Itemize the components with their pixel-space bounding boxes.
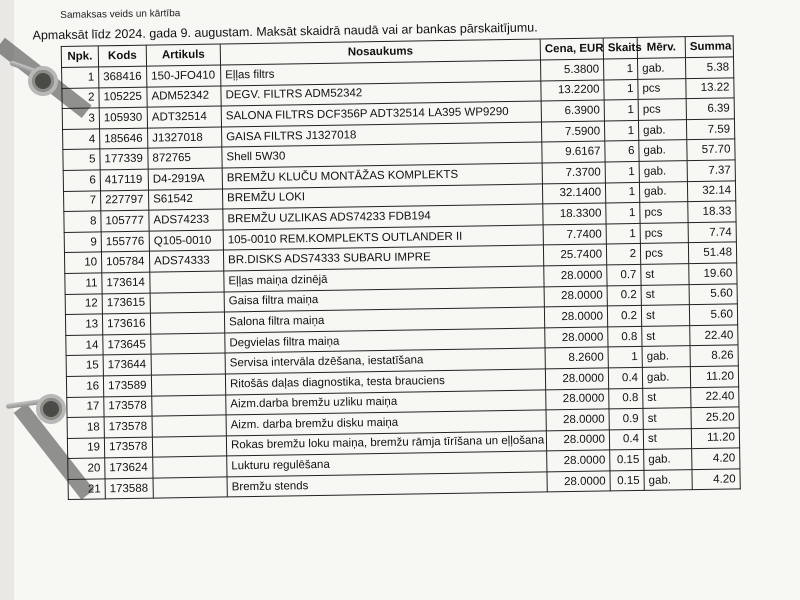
cell-nosaukums: Aizm.darba bremžu uzliku maiņa	[226, 389, 546, 415]
cell-cena: 6.3900	[541, 100, 604, 122]
cell-kods: 173589	[103, 375, 151, 396]
cell-nosaukums: Rokas bremžu loku maiņa, bremžu rāmja tīrīšana un eļļošana	[226, 431, 546, 457]
cell-summa: 22.40	[691, 386, 739, 407]
cell-merv: gab.	[642, 367, 690, 388]
cell-summa: 22.40	[690, 325, 738, 346]
cell-nosaukums: Bremžu stends	[227, 472, 547, 498]
cell-skaits: 1	[606, 223, 640, 244]
cell-npk: 7	[64, 190, 101, 211]
cell-merv: st	[641, 264, 689, 285]
cell-nosaukums: Eļļas maiņa dzinējā	[224, 266, 544, 292]
cell-npk: 21	[68, 479, 105, 500]
cell-npk: 15	[66, 355, 103, 376]
col-skaits: Skaits	[603, 37, 637, 59]
cell-artikuls	[151, 333, 225, 355]
cell-npk: 3	[62, 108, 99, 129]
payment-note: Apmaksāt līdz 2024. gada 9. augustam. Maksāt skaidrā naudā vai ar bankas pārskaitījumu.	[32, 20, 538, 43]
cell-cena: 7.5900	[541, 121, 604, 143]
cell-skaits: 2	[606, 244, 640, 265]
cell-skaits: 0.2	[607, 285, 641, 306]
cell-kods: 173614	[102, 272, 150, 293]
cell-nosaukums: BREMŽU KLUČU MONTĀŽAS KOMPLEKTS	[222, 163, 542, 189]
cell-skaits: 1	[604, 79, 638, 100]
cell-summa: 4.20	[692, 448, 740, 469]
cell-cena: 32.1400	[542, 183, 605, 205]
cell-artikuls: J1327018	[148, 127, 222, 149]
cell-merv: pcs	[640, 222, 688, 243]
cell-skaits: 1	[604, 120, 638, 141]
cell-summa: 4.20	[692, 469, 740, 490]
cell-artikuls: ADS74233	[149, 209, 223, 231]
cell-skaits: 0.15	[610, 470, 644, 491]
cell-summa: 19.60	[689, 263, 737, 284]
cell-artikuls: ADM52342	[147, 86, 221, 108]
cell-merv: gab.	[639, 181, 687, 202]
cell-merv: pcs	[638, 99, 686, 120]
cell-nosaukums: Aizm. darba bremžu disku maiņa	[226, 410, 546, 436]
cell-skaits: 0.8	[608, 326, 642, 347]
cell-summa: 51.48	[688, 242, 736, 263]
cell-npk: 10	[64, 252, 101, 273]
col-npk: Npk.	[61, 46, 98, 68]
col-cena: Cena, EUR	[540, 38, 603, 60]
cell-skaits: 1	[604, 100, 638, 121]
cell-merv: gab.	[644, 470, 692, 491]
cell-merv: gab.	[637, 58, 685, 79]
cell-kods: 185646	[100, 128, 148, 149]
cell-merv: pcs	[638, 78, 686, 99]
cell-artikuls	[151, 374, 225, 396]
cell-skaits: 0.4	[608, 367, 642, 388]
cell-npk: 5	[63, 149, 100, 170]
cell-skaits: 0.15	[610, 450, 644, 471]
cell-artikuls	[152, 436, 226, 458]
cell-cena: 5.3800	[541, 59, 604, 81]
cell-summa: 5.60	[689, 304, 737, 325]
cell-summa: 11.20	[691, 428, 739, 449]
col-nosaukums: Nosaukums	[220, 39, 540, 65]
cell-cena: 18.3300	[543, 203, 606, 225]
cell-artikuls	[150, 312, 224, 334]
cell-kods: 173578	[104, 437, 152, 458]
cell-npk: 13	[65, 314, 102, 335]
cell-nosaukums: Eļļas filtrs	[221, 60, 541, 86]
cell-cena: 28.0000	[545, 327, 608, 349]
col-artikuls: Artikuls	[146, 44, 220, 66]
cell-summa: 7.59	[686, 119, 734, 140]
cell-cena: 28.0000	[544, 265, 607, 287]
cell-skaits: 1	[606, 203, 640, 224]
cell-merv: gab.	[644, 449, 692, 470]
cell-kods: 173644	[103, 354, 151, 375]
cell-skaits: 0.9	[609, 408, 643, 429]
cell-npk: 14	[66, 335, 103, 356]
cell-nosaukums: DEGV. FILTRS ADM52342	[221, 81, 541, 107]
cell-kods: 227797	[100, 190, 148, 211]
cell-nosaukums: SALONA FILTRS DCF356P ADT32514 LA395 WP9290	[221, 101, 541, 127]
cell-kods: 173588	[105, 478, 153, 499]
cell-summa: 7.37	[687, 160, 735, 181]
cell-kods: 368416	[99, 66, 147, 87]
cell-artikuls	[151, 353, 225, 375]
cell-skaits: 0.8	[609, 388, 643, 409]
cell-artikuls	[153, 477, 227, 499]
cell-npk: 12	[65, 293, 102, 314]
cell-npk: 20	[68, 458, 105, 479]
cell-artikuls: 150-JFO410	[147, 65, 221, 87]
cell-npk: 16	[66, 376, 103, 397]
cell-merv: pcs	[640, 202, 688, 223]
cell-summa: 13.22	[686, 78, 734, 99]
cell-merv: st	[641, 284, 689, 305]
cell-merv: gab.	[639, 140, 687, 161]
cell-merv: gab.	[642, 346, 690, 367]
cell-kods: 105784	[101, 251, 149, 272]
cell-nosaukums: Servisa intervāla dzēšana, iestatīšana	[225, 348, 545, 374]
cell-summa: 8.26	[690, 345, 738, 366]
cell-merv: st	[643, 408, 691, 429]
cell-nosaukums: BR.DISKS ADS74333 SUBARU IMPRE	[223, 245, 543, 271]
cell-kods: 105225	[99, 87, 147, 108]
cell-summa: 5.60	[689, 283, 737, 304]
cell-summa: 25.20	[691, 407, 739, 428]
cell-summa: 5.38	[685, 57, 733, 78]
cell-nosaukums: Degvielas filtra maiņa	[225, 328, 545, 354]
cell-artikuls: 872765	[148, 147, 222, 169]
items-table	[61, 35, 741, 500]
cell-merv: st	[643, 387, 691, 408]
cell-nosaukums: GAISA FILTRS J1327018	[222, 122, 542, 148]
cell-cena: 28.0000	[544, 285, 607, 307]
cell-summa: 11.20	[690, 366, 738, 387]
cell-artikuls: ADS74333	[149, 250, 223, 272]
cell-skaits: 1	[605, 161, 639, 182]
cell-cena: 13.2200	[541, 80, 604, 102]
cell-cena: 7.7400	[543, 224, 606, 246]
col-summa: Summa	[685, 36, 733, 58]
cell-npk: 8	[64, 211, 101, 232]
cell-nosaukums: Salona filtra maiņa	[224, 307, 544, 333]
cell-merv: gab.	[639, 161, 687, 182]
cell-nosaukums: BREMŽU UZLIKAS ADS74233 FDB194	[223, 204, 543, 230]
cell-npk: 1	[62, 67, 99, 88]
col-kods: Kods	[98, 45, 146, 67]
cell-kods: 173645	[103, 334, 151, 355]
cell-artikuls	[153, 456, 227, 478]
payment-terms-heading: Samaksas veids un kārtība	[60, 8, 181, 21]
cell-merv: st	[642, 325, 690, 346]
cell-nosaukums: Lukturu regulēšana	[227, 451, 547, 477]
cell-kods: 173616	[102, 313, 150, 334]
cell-merv: pcs	[640, 243, 688, 264]
cell-summa: 32.14	[687, 180, 735, 201]
cell-merv: st	[643, 428, 691, 449]
cell-npk: 9	[64, 232, 101, 253]
cell-skaits: 1	[603, 58, 637, 79]
cell-cena: 28.0000	[546, 409, 609, 431]
cell-cena: 28.0000	[547, 471, 610, 493]
cell-kods: 417119	[100, 169, 148, 190]
cell-skaits: 1	[608, 347, 642, 368]
col-merv: Mērv.	[637, 37, 685, 59]
cell-merv: st	[641, 305, 689, 326]
cell-npk: 4	[63, 129, 100, 150]
cell-cena: 28.0000	[545, 368, 608, 390]
cell-artikuls	[152, 415, 226, 437]
cell-cena: 9.6167	[542, 141, 605, 163]
cell-artikuls	[150, 271, 224, 293]
cell-cena: 28.0000	[544, 306, 607, 328]
cell-kods: 155776	[101, 231, 149, 252]
cell-kods: 105930	[99, 107, 147, 128]
binder-ring-bottom	[36, 394, 66, 424]
cell-kods: 173578	[104, 396, 152, 417]
cell-artikuls: D4-2919A	[148, 168, 222, 190]
cell-skaits: 6	[605, 141, 639, 162]
cell-kods: 173615	[102, 293, 150, 314]
binder-ring-top	[28, 66, 58, 96]
cell-npk: 11	[65, 273, 102, 294]
cell-npk: 2	[62, 87, 99, 108]
cell-cena: 28.0000	[546, 388, 609, 410]
cell-artikuls: ADT32514	[147, 106, 221, 128]
cell-summa: 7.74	[688, 222, 736, 243]
cell-artikuls	[152, 394, 226, 416]
cell-nosaukums: 105-0010 REM.KOMPLEKTS OUTLANDER II	[223, 225, 543, 251]
cell-artikuls: S61542	[148, 189, 222, 211]
cell-artikuls: Q105-0010	[149, 230, 223, 252]
cell-skaits: 1	[605, 182, 639, 203]
cell-summa: 6.39	[686, 98, 734, 119]
cell-merv: gab.	[638, 119, 686, 140]
cell-skaits: 0.4	[609, 429, 643, 450]
cell-skaits: 0.2	[607, 306, 641, 327]
cell-npk: 6	[63, 170, 100, 191]
cell-kods: 173624	[105, 457, 153, 478]
cell-kods: 105777	[101, 210, 149, 231]
cell-cena: 8.2600	[545, 347, 608, 369]
cell-cena: 28.0000	[546, 430, 609, 452]
cell-cena: 28.0000	[547, 450, 610, 472]
cell-nosaukums: Ritošās daļas diagnostika, testa brauciens	[225, 369, 545, 395]
cell-npk: 17	[67, 396, 104, 417]
cell-npk: 19	[67, 438, 104, 459]
cell-skaits: 0.7	[607, 264, 641, 285]
cell-cena: 25.7400	[543, 244, 606, 266]
cell-cena: 7.3700	[542, 162, 605, 184]
cell-summa: 18.33	[688, 201, 736, 222]
cell-npk: 18	[67, 417, 104, 438]
cell-kods: 177339	[100, 149, 148, 170]
cell-summa: 57.70	[687, 139, 735, 160]
cell-nosaukums: Shell 5W30	[222, 142, 542, 168]
cell-artikuls	[150, 291, 224, 313]
cell-kods: 173578	[104, 416, 152, 437]
cell-nosaukums: Gaisa filtra maiņa	[224, 286, 544, 312]
cell-nosaukums: BREMŽU LOKI	[222, 184, 542, 210]
